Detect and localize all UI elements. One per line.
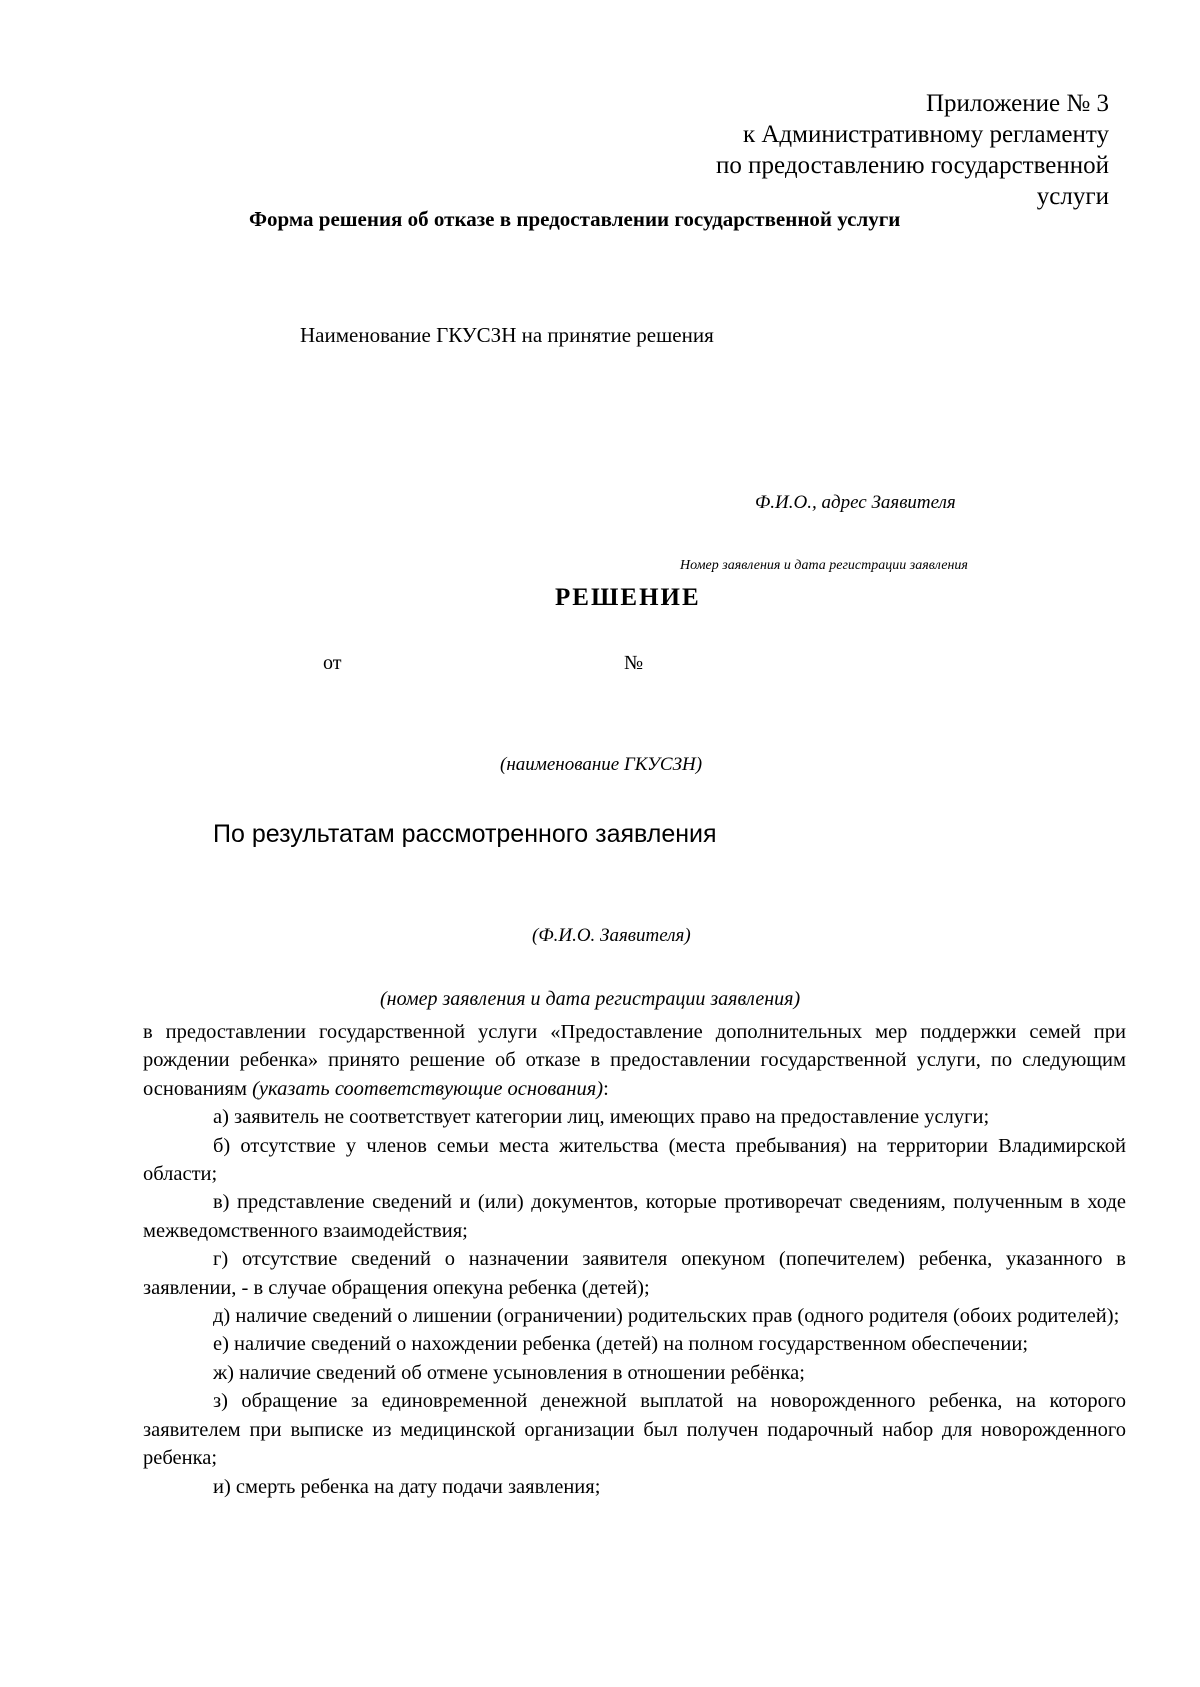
org-name-field: Наименование ГКУСЗН на принятие решения	[300, 323, 714, 347]
annex-regulation: к Административному регламенту	[742, 121, 1109, 148]
ground-item-d: д) наличие сведений о лишении (ограничении) родительских прав (одного родителя (обоих родителей);	[213, 1305, 1120, 1328]
annex-service: услуги	[1036, 183, 1109, 210]
applicant-fio-field: Ф.И.О., адрес Заявителя	[755, 492, 956, 513]
decision-body	[143, 1018, 1126, 1501]
decision-heading: РЕШЕНИЕ	[555, 584, 701, 611]
ground-item-b: б) отсутствие у членов семьи места жительства (места пребывания) на территории Владимирской области;	[143, 1134, 1126, 1186]
ground-item-v: в) представление сведений и (или) документов, которые противоречат сведениям, полученным в ходе межведомственного взаимодействия;	[143, 1191, 1126, 1242]
registration-number-field: Номер заявления и дата регистрации заявления	[680, 558, 968, 573]
annex-number: Приложение № 3	[925, 90, 1109, 117]
annex-header	[509, 88, 1109, 212]
org-caption: (наименование ГКУСЗН)	[500, 754, 703, 775]
intro-paragraph	[143, 1018, 1126, 1103]
ground-item-e: е) наличие сведений о нахождении ребенка (детей) на полном государственном обеспечении;	[213, 1333, 1029, 1356]
results-line: По результатам рассмотренного заявления	[213, 820, 717, 848]
intro-italic-text: (указать соответствующие основания)	[252, 1077, 604, 1100]
ground-item-z: з) обращение за единовременной денежной выплатой на новорожденного ребенка, на которого заявителем при выписке из медицинской организации был получен подарочный набор для новорожденного ребенка;	[143, 1390, 1126, 1470]
fio-caption: (Ф.И.О. Заявителя)	[532, 925, 691, 946]
intro-end: :	[603, 1077, 609, 1100]
ground-item-i: и) смерть ребенка на дату подачи заявления;	[213, 1475, 601, 1498]
intro-text: в предоставлении государственной услуги «Предоставление дополнительных мер поддержки семей при рождении ребенка» принято решение об отказе в предоставлении государственной услуги, по следующим основаниям	[143, 1021, 1126, 1100]
ground-item-zh: ж) наличие сведений об отмене усыновления в отношении ребёнка;	[213, 1361, 805, 1384]
number-label: №	[624, 652, 644, 674]
ground-item-g: г) отсутствие сведений о назначении заявителя опекуном (попечителем) ребенка, указанного в заявлении, - в случае обращения опекуна ребенка (детей);	[143, 1248, 1126, 1299]
annex-provision: по предоставлению государственной	[716, 152, 1109, 179]
application-number-caption: (номер заявления и дата регистрации заявления)	[380, 988, 801, 1010]
form-title: Форма решения об отказе в предоставлении государственной услуги	[249, 207, 901, 231]
ground-item-a: а) заявитель не соответствует категории лиц, имеющих право на предоставление услуги;	[213, 1106, 990, 1129]
date-from-label: от	[323, 652, 342, 674]
